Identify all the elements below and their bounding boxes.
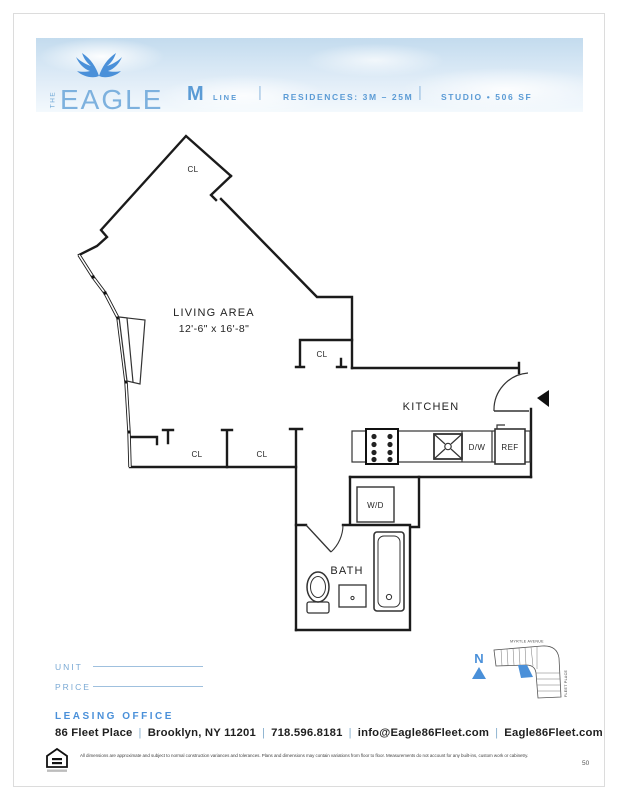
north-arrow-icon (472, 667, 486, 679)
refrigerator-label: REF (501, 443, 519, 452)
contact-city: Brooklyn, NY 11201 (147, 727, 256, 739)
header-separator: | (418, 84, 422, 101)
page-number: 50 (582, 760, 590, 767)
unit-price-block (55, 654, 203, 694)
header-band (36, 38, 583, 115)
key-plan (460, 634, 590, 709)
contact-email: info@Eagle86Fleet.com (357, 727, 490, 739)
price-label: PRICE (55, 682, 91, 692)
line-letter: M (187, 83, 204, 105)
line-word: LINE (213, 93, 239, 102)
toilet-icon (307, 572, 329, 613)
floor-plan (55, 128, 555, 643)
bath-door (306, 525, 343, 552)
entry-door (494, 373, 529, 411)
residences-range: RESIDENCES: 3M – 25M (283, 92, 414, 102)
living-area-dims: 12'-6" x 16'-8" (178, 323, 250, 335)
closet-top-label: CL (187, 165, 199, 174)
north-label: N (474, 651, 484, 666)
washer-dryer-label: W/D (367, 501, 384, 510)
unit-fill-line (93, 655, 203, 667)
unit-label: UNIT (55, 662, 83, 672)
contact-phone: 718.596.8181 (271, 727, 343, 739)
brand-name: EAGLE (60, 84, 164, 115)
street-right-label: FLEET PLACE (564, 669, 568, 697)
price-fill-line (93, 675, 203, 687)
walls (79, 136, 531, 630)
kitchen-label: KITCHEN (402, 401, 460, 413)
contact-line (55, 727, 603, 739)
closet-left-1-label: CL (191, 450, 203, 459)
contact-separator: | (495, 727, 499, 739)
unit-type-area (441, 92, 532, 102)
closet-right-label: CL (316, 350, 328, 359)
window-wall (79, 255, 131, 467)
contact-address: 86 Fleet Place (55, 727, 133, 739)
contact-website: Eagle86Fleet.com (504, 727, 603, 739)
bath-label: BATH (330, 565, 364, 577)
dishwasher-label: D/W (468, 443, 486, 452)
equal-housing-icon (43, 745, 71, 775)
leasing-office-heading: LEASING OFFICE (55, 711, 174, 722)
contact-separator: | (348, 727, 352, 739)
unit-type: STUDIO (441, 92, 483, 102)
stove-icon (366, 429, 398, 464)
highlighted-unit (518, 665, 533, 678)
header-separator: | (258, 84, 262, 101)
window-convector (119, 317, 145, 384)
legal-disclaimer: All dimensions are approximate and subject to normal construction variances and tolerances. Plans and dimensions may contain variations from floor to floor. Measurements do not account for any built-ins, custom work or cabinetry. (80, 753, 529, 758)
closet-left-2-label: CL (256, 450, 268, 459)
sink-icon (434, 434, 462, 459)
contact-separator: | (138, 727, 142, 739)
unit-area: 506 SF (495, 92, 533, 102)
dot-separator: • (486, 92, 492, 102)
eagle-wings-icon (74, 46, 124, 82)
brand-the: THE (49, 90, 57, 109)
living-area-label: LIVING AREA (173, 307, 255, 319)
contact-separator: | (261, 727, 266, 739)
entry-marker-icon (537, 390, 549, 407)
bathtub-icon (374, 532, 404, 611)
street-top-label: MYRTLE AVENUE (510, 639, 544, 644)
bath-sink-icon (339, 585, 366, 607)
